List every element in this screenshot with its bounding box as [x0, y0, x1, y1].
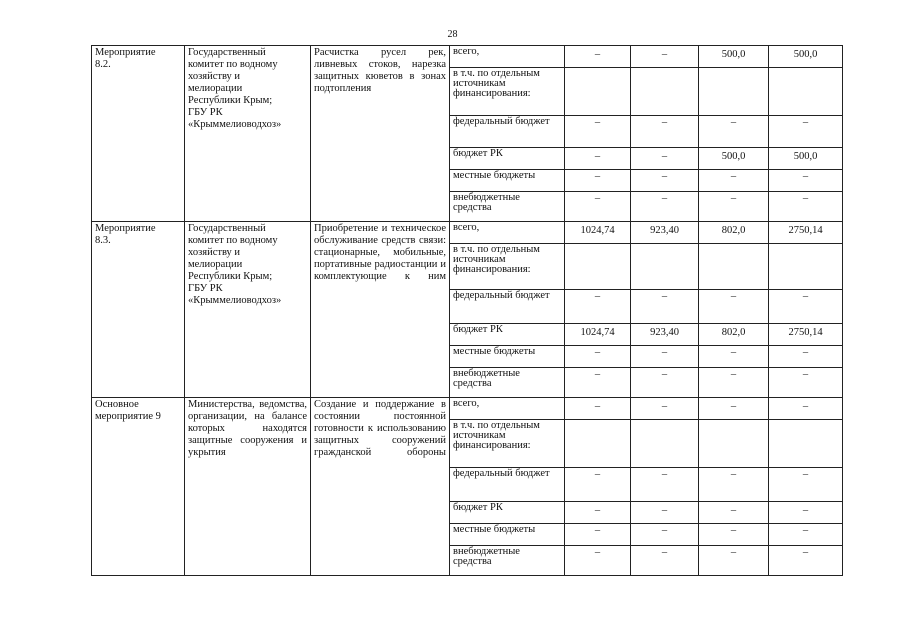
- amount-cell: –: [631, 170, 699, 192]
- amount-cell: –: [631, 368, 699, 398]
- amount-cell: –: [631, 116, 699, 148]
- executor-text: Министерства, ведомства, организации, на балансе которых находятся защитные сооружения и укрытия: [188, 399, 307, 458]
- funding-source: федеральный бюджет: [450, 468, 565, 502]
- funding-source: внебюджетные средства: [450, 546, 565, 576]
- amount-cell: –: [565, 546, 631, 576]
- executor: [185, 46, 311, 222]
- amount-cell: –: [565, 290, 631, 324]
- amount-cell: –: [699, 468, 769, 502]
- funding-source: федеральный бюджет: [450, 116, 565, 148]
- amount-cell: –: [565, 116, 631, 148]
- funding-source: в т.ч. по отдельным источникам финансирования:: [450, 244, 565, 290]
- table-row: [92, 46, 843, 68]
- executor: [185, 222, 311, 398]
- amount-cell: [769, 68, 843, 116]
- amount-cell: –: [631, 546, 699, 576]
- amount-cell: –: [565, 46, 631, 68]
- amount-cell: –: [565, 468, 631, 502]
- table-row: [92, 398, 843, 420]
- description-text: Создание и поддержание в состоянии постоянной готовности к использованию защитных сооружений гражданской обороны: [314, 399, 446, 458]
- table-row: [92, 222, 843, 244]
- amount-cell: 802,0: [699, 222, 769, 244]
- funding-source: всего,: [450, 46, 565, 68]
- amount-cell: –: [631, 524, 699, 546]
- amount-cell: –: [565, 148, 631, 170]
- financing-table: [91, 45, 843, 576]
- amount-cell: –: [699, 170, 769, 192]
- funding-source: местные бюджеты: [450, 346, 565, 368]
- amount-cell: 500,0: [699, 46, 769, 68]
- amount-cell: –: [699, 398, 769, 420]
- amount-cell: –: [631, 192, 699, 222]
- funding-source: всего,: [450, 222, 565, 244]
- amount-cell: –: [565, 524, 631, 546]
- amount-cell: –: [565, 192, 631, 222]
- amount-cell: [565, 68, 631, 116]
- funding-source: федеральный бюджет: [450, 290, 565, 324]
- amount-cell: [699, 68, 769, 116]
- description-text: Приобретение и техническое обслуживание средств связи: стационарные, мобильные, портативные радиостанции и комплектующие к ним: [314, 223, 446, 282]
- amount-cell: 500,0: [769, 46, 843, 68]
- amount-cell: –: [699, 524, 769, 546]
- amount-cell: 2750,14: [769, 222, 843, 244]
- page-number: 28: [447, 29, 458, 40]
- amount-cell: –: [769, 368, 843, 398]
- measure-name: [92, 222, 185, 398]
- amount-cell: –: [769, 170, 843, 192]
- executor-text: Государственный комитет по водному хозяйству и мелиорации Республики Крым; ГБУ РК «Крыммелиоводхоз»: [188, 223, 282, 306]
- amount-cell: [631, 420, 699, 468]
- measure-name-text: Мероприятие 8.3.: [95, 223, 156, 246]
- funding-source: местные бюджеты: [450, 524, 565, 546]
- amount-cell: 500,0: [699, 148, 769, 170]
- amount-cell: –: [769, 192, 843, 222]
- amount-cell: 923,40: [631, 222, 699, 244]
- amount-cell: –: [699, 290, 769, 324]
- funding-source: внебюджетные средства: [450, 192, 565, 222]
- amount-cell: –: [565, 346, 631, 368]
- funding-source: бюджет РК: [450, 148, 565, 170]
- funding-source: местные бюджеты: [450, 170, 565, 192]
- amount-cell: –: [631, 398, 699, 420]
- amount-cell: [631, 244, 699, 290]
- measure-description: [311, 222, 450, 398]
- amount-cell: [565, 420, 631, 468]
- amount-cell: 500,0: [769, 148, 843, 170]
- amount-cell: 923,40: [631, 324, 699, 346]
- amount-cell: 1024,74: [565, 222, 631, 244]
- funding-source: в т.ч. по отдельным источникам финансирования:: [450, 68, 565, 116]
- amount-cell: –: [699, 546, 769, 576]
- measure-description: [311, 398, 450, 576]
- amount-cell: –: [769, 546, 843, 576]
- amount-cell: –: [631, 148, 699, 170]
- amount-cell: –: [631, 502, 699, 524]
- amount-cell: –: [699, 116, 769, 148]
- executor: [185, 398, 311, 576]
- amount-cell: [699, 244, 769, 290]
- amount-cell: –: [769, 116, 843, 148]
- amount-cell: 1024,74: [565, 324, 631, 346]
- measure-name-text: Мероприятие 8.2.: [95, 47, 156, 70]
- amount-cell: –: [631, 290, 699, 324]
- measure-name: [92, 46, 185, 222]
- amount-cell: –: [769, 524, 843, 546]
- funding-source: в т.ч. по отдельным источникам финансирования:: [450, 420, 565, 468]
- amount-cell: –: [699, 192, 769, 222]
- amount-cell: –: [631, 346, 699, 368]
- amount-cell: [769, 420, 843, 468]
- amount-cell: –: [699, 368, 769, 398]
- amount-cell: –: [769, 346, 843, 368]
- amount-cell: –: [769, 468, 843, 502]
- amount-cell: –: [565, 398, 631, 420]
- amount-cell: –: [565, 502, 631, 524]
- measure-description: [311, 46, 450, 222]
- amount-cell: –: [769, 502, 843, 524]
- amount-cell: –: [699, 346, 769, 368]
- funding-source: всего,: [450, 398, 565, 420]
- amount-cell: [631, 68, 699, 116]
- amount-cell: [769, 244, 843, 290]
- funding-source: внебюджетные средства: [450, 368, 565, 398]
- amount-cell: –: [631, 46, 699, 68]
- funding-source: бюджет РК: [450, 324, 565, 346]
- amount-cell: 802,0: [699, 324, 769, 346]
- measure-name: [92, 398, 185, 576]
- amount-cell: –: [565, 170, 631, 192]
- amount-cell: –: [699, 502, 769, 524]
- executor-text: Государственный комитет по водному хозяйству и мелиорации Республики Крым; ГБУ РК «Крыммелиоводхоз»: [188, 47, 282, 130]
- amount-cell: [565, 244, 631, 290]
- amount-cell: –: [565, 368, 631, 398]
- measure-name-text: Основное мероприятие 9: [95, 399, 161, 422]
- amount-cell: –: [769, 290, 843, 324]
- description-text: Расчистка русел рек, ливневых стоков, нарезка защитных кюветов в зонах подтопления: [314, 47, 446, 94]
- amount-cell: –: [631, 468, 699, 502]
- amount-cell: –: [769, 398, 843, 420]
- funding-source: бюджет РК: [450, 502, 565, 524]
- amount-cell: [699, 420, 769, 468]
- amount-cell: 2750,14: [769, 324, 843, 346]
